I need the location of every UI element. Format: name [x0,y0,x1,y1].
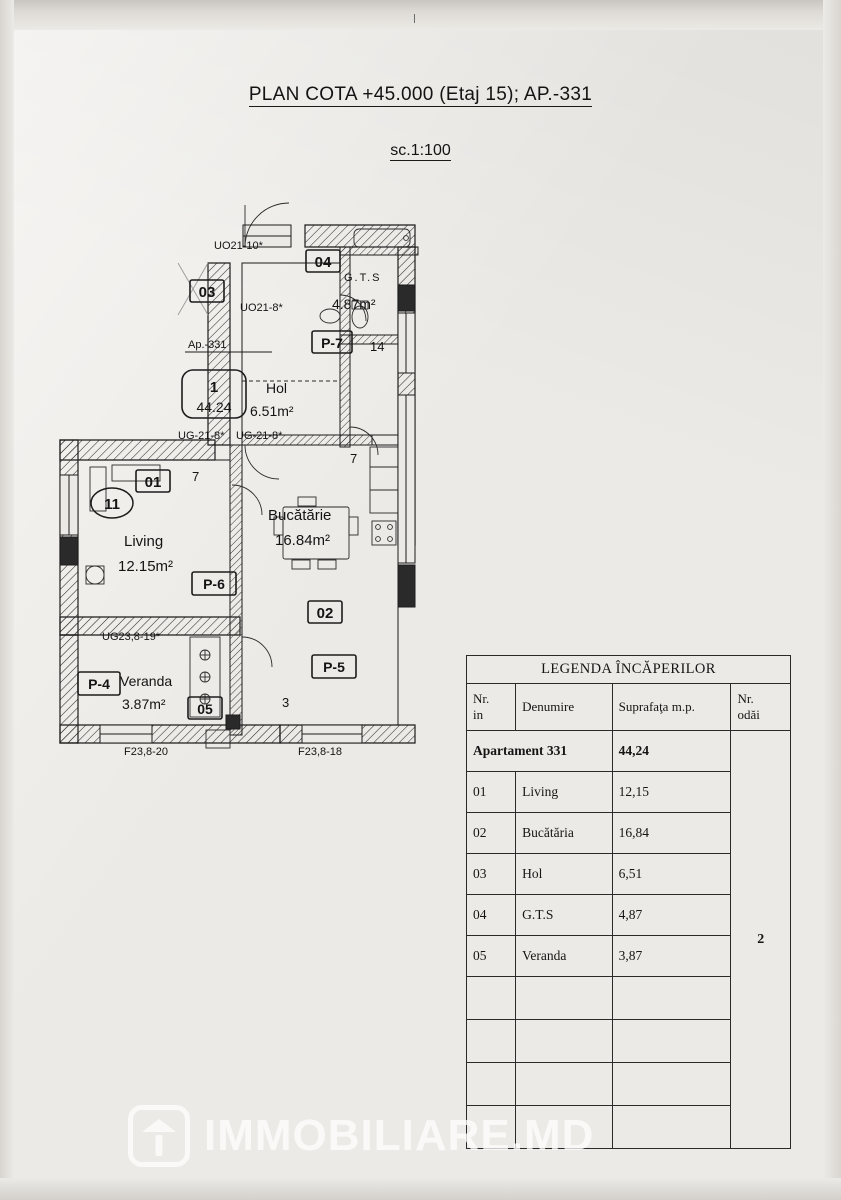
door-tag-p5: P-5 [323,659,345,675]
legend-row-denumire: Hol [516,854,613,895]
legend-apartment-row [467,731,791,772]
legend-header-row [467,684,791,731]
window-tag-f238-18: F23,8-18 [298,746,343,758]
legend-header-nr-odai-line2: odăi [737,707,760,722]
legend-header-nr-odai-line1: Nr. [737,691,754,706]
plan-scale [0,142,841,160]
legend-row-denumire: Veranda [516,936,613,977]
plan-marker-3: 3 [282,695,290,710]
legend-empty-cell [612,1106,731,1149]
legend-header-nr-odai [731,684,791,731]
legend-empty-cell [516,1020,613,1063]
room-code-02: 02 [316,605,334,622]
room-code-05: 05 [197,701,213,717]
room-name-living: Living [124,533,164,550]
watermark [128,1105,594,1167]
paper-bottom-edge [0,1178,841,1200]
paper-left-edge [0,0,14,1200]
legend-header-suprafata: Suprafaţa m.p. [612,684,731,731]
window-tag-ug21-8-a: UG-21-8* [178,430,225,442]
legend-row-suprafata: 12,15 [612,772,731,813]
legend-row-suprafata: 6,51 [612,854,731,895]
room-code-04: 04 [314,254,332,271]
legend-row-suprafata: 4,87 [612,895,731,936]
legend-empty-cell [467,977,516,1020]
legend-row-denumire: Living [516,772,613,813]
window-tag-ug238-19: UG23,8-19* [102,631,161,643]
legend-row-nr: 03 [467,854,516,895]
room-name-bucatarie: Bucătărie [268,507,332,524]
room-area-veranda: 3.87m² [122,696,166,712]
plan-scale-text: sc.1:100 [390,142,451,159]
room-code-03: 03 [198,284,216,301]
house-roof-shape [142,1119,176,1132]
legend-header-nr-in-line2: in [473,707,484,722]
paper-top-edge [0,0,841,30]
legend-empty-cell [467,1063,516,1106]
room-name-veranda: Veranda [120,673,173,689]
paper-right-edge [823,0,841,1200]
plan-title [0,84,841,106]
legend-empty-cell [467,1020,516,1063]
legend-row-nr: 02 [467,813,516,854]
window-tag-f238-20: F23,8-20 [124,746,169,758]
room-name-hol: Hol [266,380,288,396]
legend-row-nr: 05 [467,936,516,977]
room-code-01: 01 [144,474,162,491]
plan-title-text: PLAN COTA +45.000 (Etaj 15); AP.-331 [248,84,593,105]
plan-marker-7b: 7 [350,451,358,466]
room-area-bucatarie: 16.84m² [275,532,331,549]
legend-row-suprafata: 3,87 [612,936,731,977]
house-icon [128,1105,190,1167]
legend-table [466,655,791,1149]
room-area-gts: 4.87m² [332,296,376,312]
floor-plan-drawing [40,185,470,775]
door-tag-p6: P-6 [203,576,225,592]
apartment-tag: Ap.-331 [188,339,227,351]
room-area-hol: 6.51m² [250,403,294,419]
window-tag-uo21-8: UO21-8* [240,302,283,314]
door-tag-p7: P-7 [321,335,343,351]
page-tick-mark [414,14,415,23]
apartment-bubble-number: 1 [209,379,219,396]
window-tag-uo21-10: UO21-10* [214,240,263,252]
plan-marker-7a: 7 [192,469,200,484]
room-area-living: 12.15m² [118,558,174,575]
legend-row-denumire: G.T.S [516,895,613,936]
legend-empty-cell [516,1063,613,1106]
legend-apartment-label: Apartament 331 [467,731,613,772]
legend-empty-cell [612,1020,731,1063]
house-body-shape [156,1135,163,1156]
door-tag-p4: P-4 [88,676,110,692]
legend-row-nr: 01 [467,772,516,813]
legend-row-denumire: Bucătăria [516,813,613,854]
legend-empty-cell [612,977,731,1020]
legend-row-suprafata: 16,84 [612,813,731,854]
plan-marker-14: 14 [370,339,385,354]
legend-apartment-area: 44,24 [612,731,731,772]
watermark-text: IMMOBILIARE.MD [204,1111,595,1160]
legend-empty-cell [516,977,613,1020]
plan-marker-11: 11 [104,496,120,513]
legend-header-nr-in [467,684,516,731]
legend-empty-cell [612,1063,731,1106]
room-name-gts: G.T.S [344,272,382,284]
apartment-bubble-area: 44.24 [196,399,232,415]
legend-header-nr-in-line1: Nr. [473,691,490,706]
legend-row-nr: 04 [467,895,516,936]
legend-header-denumire: Denumire [516,684,613,731]
window-tag-ug21-8-b: UG-21-8* [236,430,283,442]
legend-title: LEGENDA ÎNCĂPERILOR [467,656,791,684]
legend-nr-odai-value: 2 [731,731,791,1149]
